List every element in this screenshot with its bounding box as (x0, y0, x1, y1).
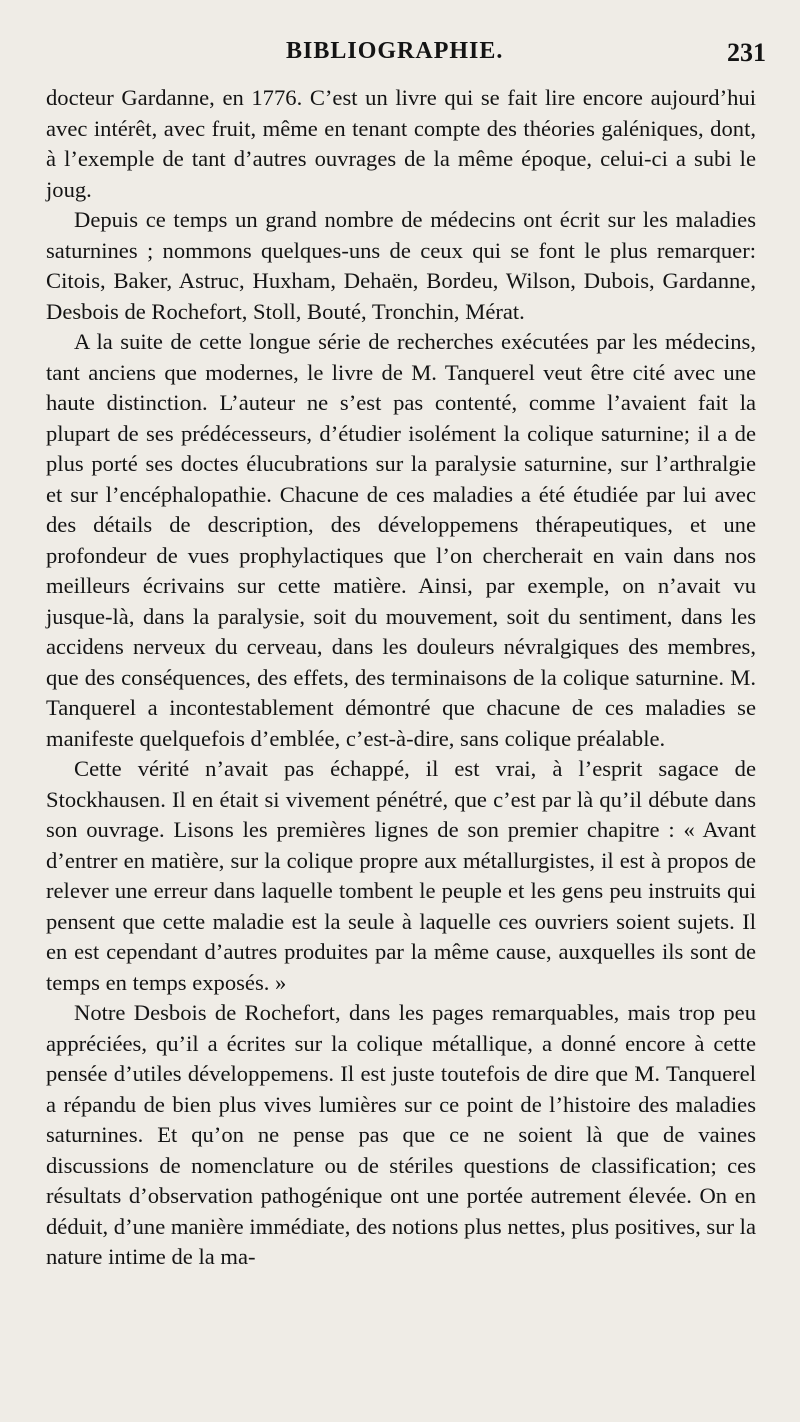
body-text (46, 83, 756, 1273)
paragraph: Notre Desbois de Rochefort, dans les pages remarquables, mais trop peu appréciées, qu’il a écrites sur la colique métallique, a donné encore à cette pensée d’utiles développemens. Il est juste toutefois de dire que M. Tanquerel a répandu de bien plus vives lumières sur ce point de l’histoire des maladies saturnines. Et qu’on ne pense pas que ce ne soient là que de vaines discussions de nomenclature ou de stériles questions de classification; ces résultats d’observation pathogénique ont une portée autrement élevée. On en déduit, d’une manière immédiate, des notions plus nettes, plus positives, sur la nature intime de la ma- (46, 1000, 756, 1269)
paragraph: Depuis ce temps un grand nombre de médecins ont écrit sur les maladies saturnines ; nommons quelques-uns de ceux qui se font le plus remarquer: Citois, Baker, Astruc, Huxham, Dehaën, Bordeu, Wilson, Dubois, Gardanne, Desbois de Rochefort, Stoll, Bouté, Tronchin, Mérat. (46, 207, 756, 324)
running-title: BIBLIOGRAPHIE. (286, 38, 504, 64)
running-header (46, 38, 772, 78)
paragraph: A la suite de cette longue série de recherches exécutées par les médecins, tant anciens que modernes, le livre de M. Tanquerel veut être cité avec une haute distinction. L’auteur ne s’est pas contenté, comme l’avaient fait la plupart de ses prédécesseurs, d’étudier isolément la colique saturnine; il a de plus porté ses doctes élucubrations sur la paralysie saturnine, sur l’arthralgie et sur l’encéphalopathie. Chacune de ces maladies a été étudiée par lui avec des détails de description, des développemens thérapeutiques, et une profondeur de vues prophylactiques que l’on chercherait en vain dans nos meilleurs écrivains sur cette matière. Ainsi, par exemple, on n’avait vu jusque-là, dans la paralysie, soit du mouvement, soit du sentiment, dans les accidens nerveux du cerveau, dans les douleurs névralgiques des membres, que des conséquences, des effets, des terminaisons de la colique saturnine. M. Tanquerel a incontestablement démontré que chacune de ces maladies se manifeste quelquefois d’emblée, c’est-à-dire, sans colique préalable. (46, 329, 756, 751)
paragraph-continuation: docteur Gardanne, en 1776. C’est un livre qui se fait lire encore aujourd’hui avec intérêt, avec fruit, même en tenant compte des théories galéniques, dont, à l’exemple de tant d’autres ouvrages de la même époque, celui-ci a subi le joug. (46, 85, 756, 202)
paragraph: Cette vérité n’avait pas échappé, il est vrai, à l’esprit sagace de Stockhausen. Il en était si vivement pénétré, que c’est par là qu’il débute dans son ouvrage. Lisons les premières lignes de son premier chapitre : « Avant d’entrer en matière, sur la colique propre aux métallurgistes, il est à propos de relever une erreur dans laquelle tombent le peuple et les gens peu instruits qui pensent que cette maladie est la seule à laquelle ces ouvriers soient sujets. Il en est cependant d’autres produites par la même cause, auxquelles ils sont de temps en temps exposés. » (46, 756, 756, 995)
page-number: 231 (727, 38, 766, 67)
